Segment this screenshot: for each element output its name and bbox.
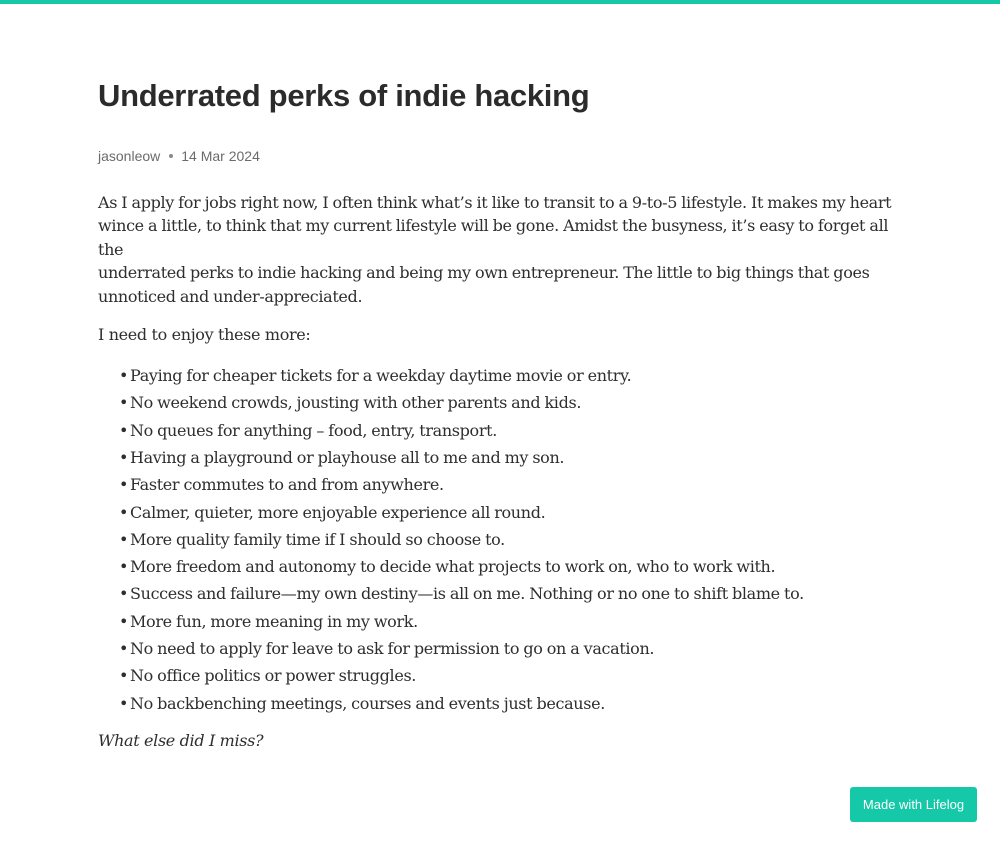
post-date: 14 Mar 2024 xyxy=(181,148,260,164)
list-item-text: More freedom and autonomy to decide what projects to work on, who to work with. xyxy=(130,557,776,577)
list-item-text: No need to apply for leave to ask for permission to go on a vacation. xyxy=(130,639,655,658)
bullet-icon: • xyxy=(119,393,129,413)
list-item xyxy=(119,444,898,471)
post-title: Underrated perks of indie hacking xyxy=(98,78,590,113)
separator-dot-icon xyxy=(169,154,173,158)
list-item-text: Faster commutes to and from anywhere. xyxy=(130,475,444,495)
list-item xyxy=(119,635,898,662)
intro-line: As I apply for jobs right now, I often think what’s it like to transit to a 9-to-5 lifestyle. It makes my heart xyxy=(98,193,892,212)
post-meta xyxy=(98,147,260,165)
list-item-text: Success and failure—my own destiny—is all on me. Nothing or no one to shift blame to. xyxy=(130,584,804,604)
list-item xyxy=(119,417,898,444)
closing-question: What else did I miss? xyxy=(98,730,264,750)
author-name[interactable]: jasonleow xyxy=(98,148,161,164)
post-body xyxy=(98,191,898,752)
list-item xyxy=(119,553,898,580)
list-item-text: Paying for cheaper tickets for a weekday daytime movie or entry. xyxy=(130,366,632,386)
bullet-icon: • xyxy=(119,502,129,522)
bullet-icon: • xyxy=(119,420,129,440)
intro-line: unnoticed and under-appreciated. xyxy=(98,286,363,306)
list-item xyxy=(119,362,898,389)
bullet-icon: • xyxy=(119,584,129,604)
list-item-text: No office politics or power struggles. xyxy=(130,666,417,686)
bullet-icon: • xyxy=(119,611,129,631)
list-lead-paragraph: I need to enjoy these more: xyxy=(98,325,311,345)
list-item xyxy=(119,608,898,635)
list-item xyxy=(119,471,898,498)
list-item-text: More quality family time if I should so choose to. xyxy=(130,529,505,549)
bullet-icon: • xyxy=(119,693,129,713)
intro-paragraph xyxy=(98,191,898,308)
list-item-text: No backbenching meetings, courses and events just because. xyxy=(130,693,605,713)
intro-line: wince a little, to think that my current lifestyle will be gone. Amidst the busyness, it’s easy to forget all the xyxy=(98,216,889,259)
bullet-icon: • xyxy=(119,475,129,495)
list-item xyxy=(119,690,898,717)
list-item-text: No queues for anything – food, entry, transport. xyxy=(130,420,497,440)
list-item xyxy=(119,389,898,416)
top-accent-bar xyxy=(0,0,1000,4)
list-item xyxy=(119,662,898,689)
perks-list xyxy=(98,362,898,717)
list-item-text: Having a playground or playhouse all to me and my son. xyxy=(130,447,565,467)
list-item xyxy=(119,499,898,526)
bullet-icon: • xyxy=(119,529,129,549)
made-with-lifelog-button[interactable]: Made with Lifelog xyxy=(850,787,977,822)
list-item-text: Calmer, quieter, more enjoyable experience all round. xyxy=(130,502,546,522)
list-item xyxy=(119,526,898,553)
intro-line: underrated perks to indie hacking and being my own entrepreneur. The little to big things that goes xyxy=(98,263,870,283)
bullet-icon: • xyxy=(119,447,129,467)
bullet-icon: • xyxy=(119,557,129,577)
list-item-text: More fun, more meaning in my work. xyxy=(130,611,418,631)
bullet-icon: • xyxy=(119,639,129,658)
bullet-icon: • xyxy=(119,366,129,386)
list-item xyxy=(119,580,898,607)
list-item-text: No weekend crowds, jousting with other parents and kids. xyxy=(130,393,582,413)
bullet-icon: • xyxy=(119,666,129,686)
